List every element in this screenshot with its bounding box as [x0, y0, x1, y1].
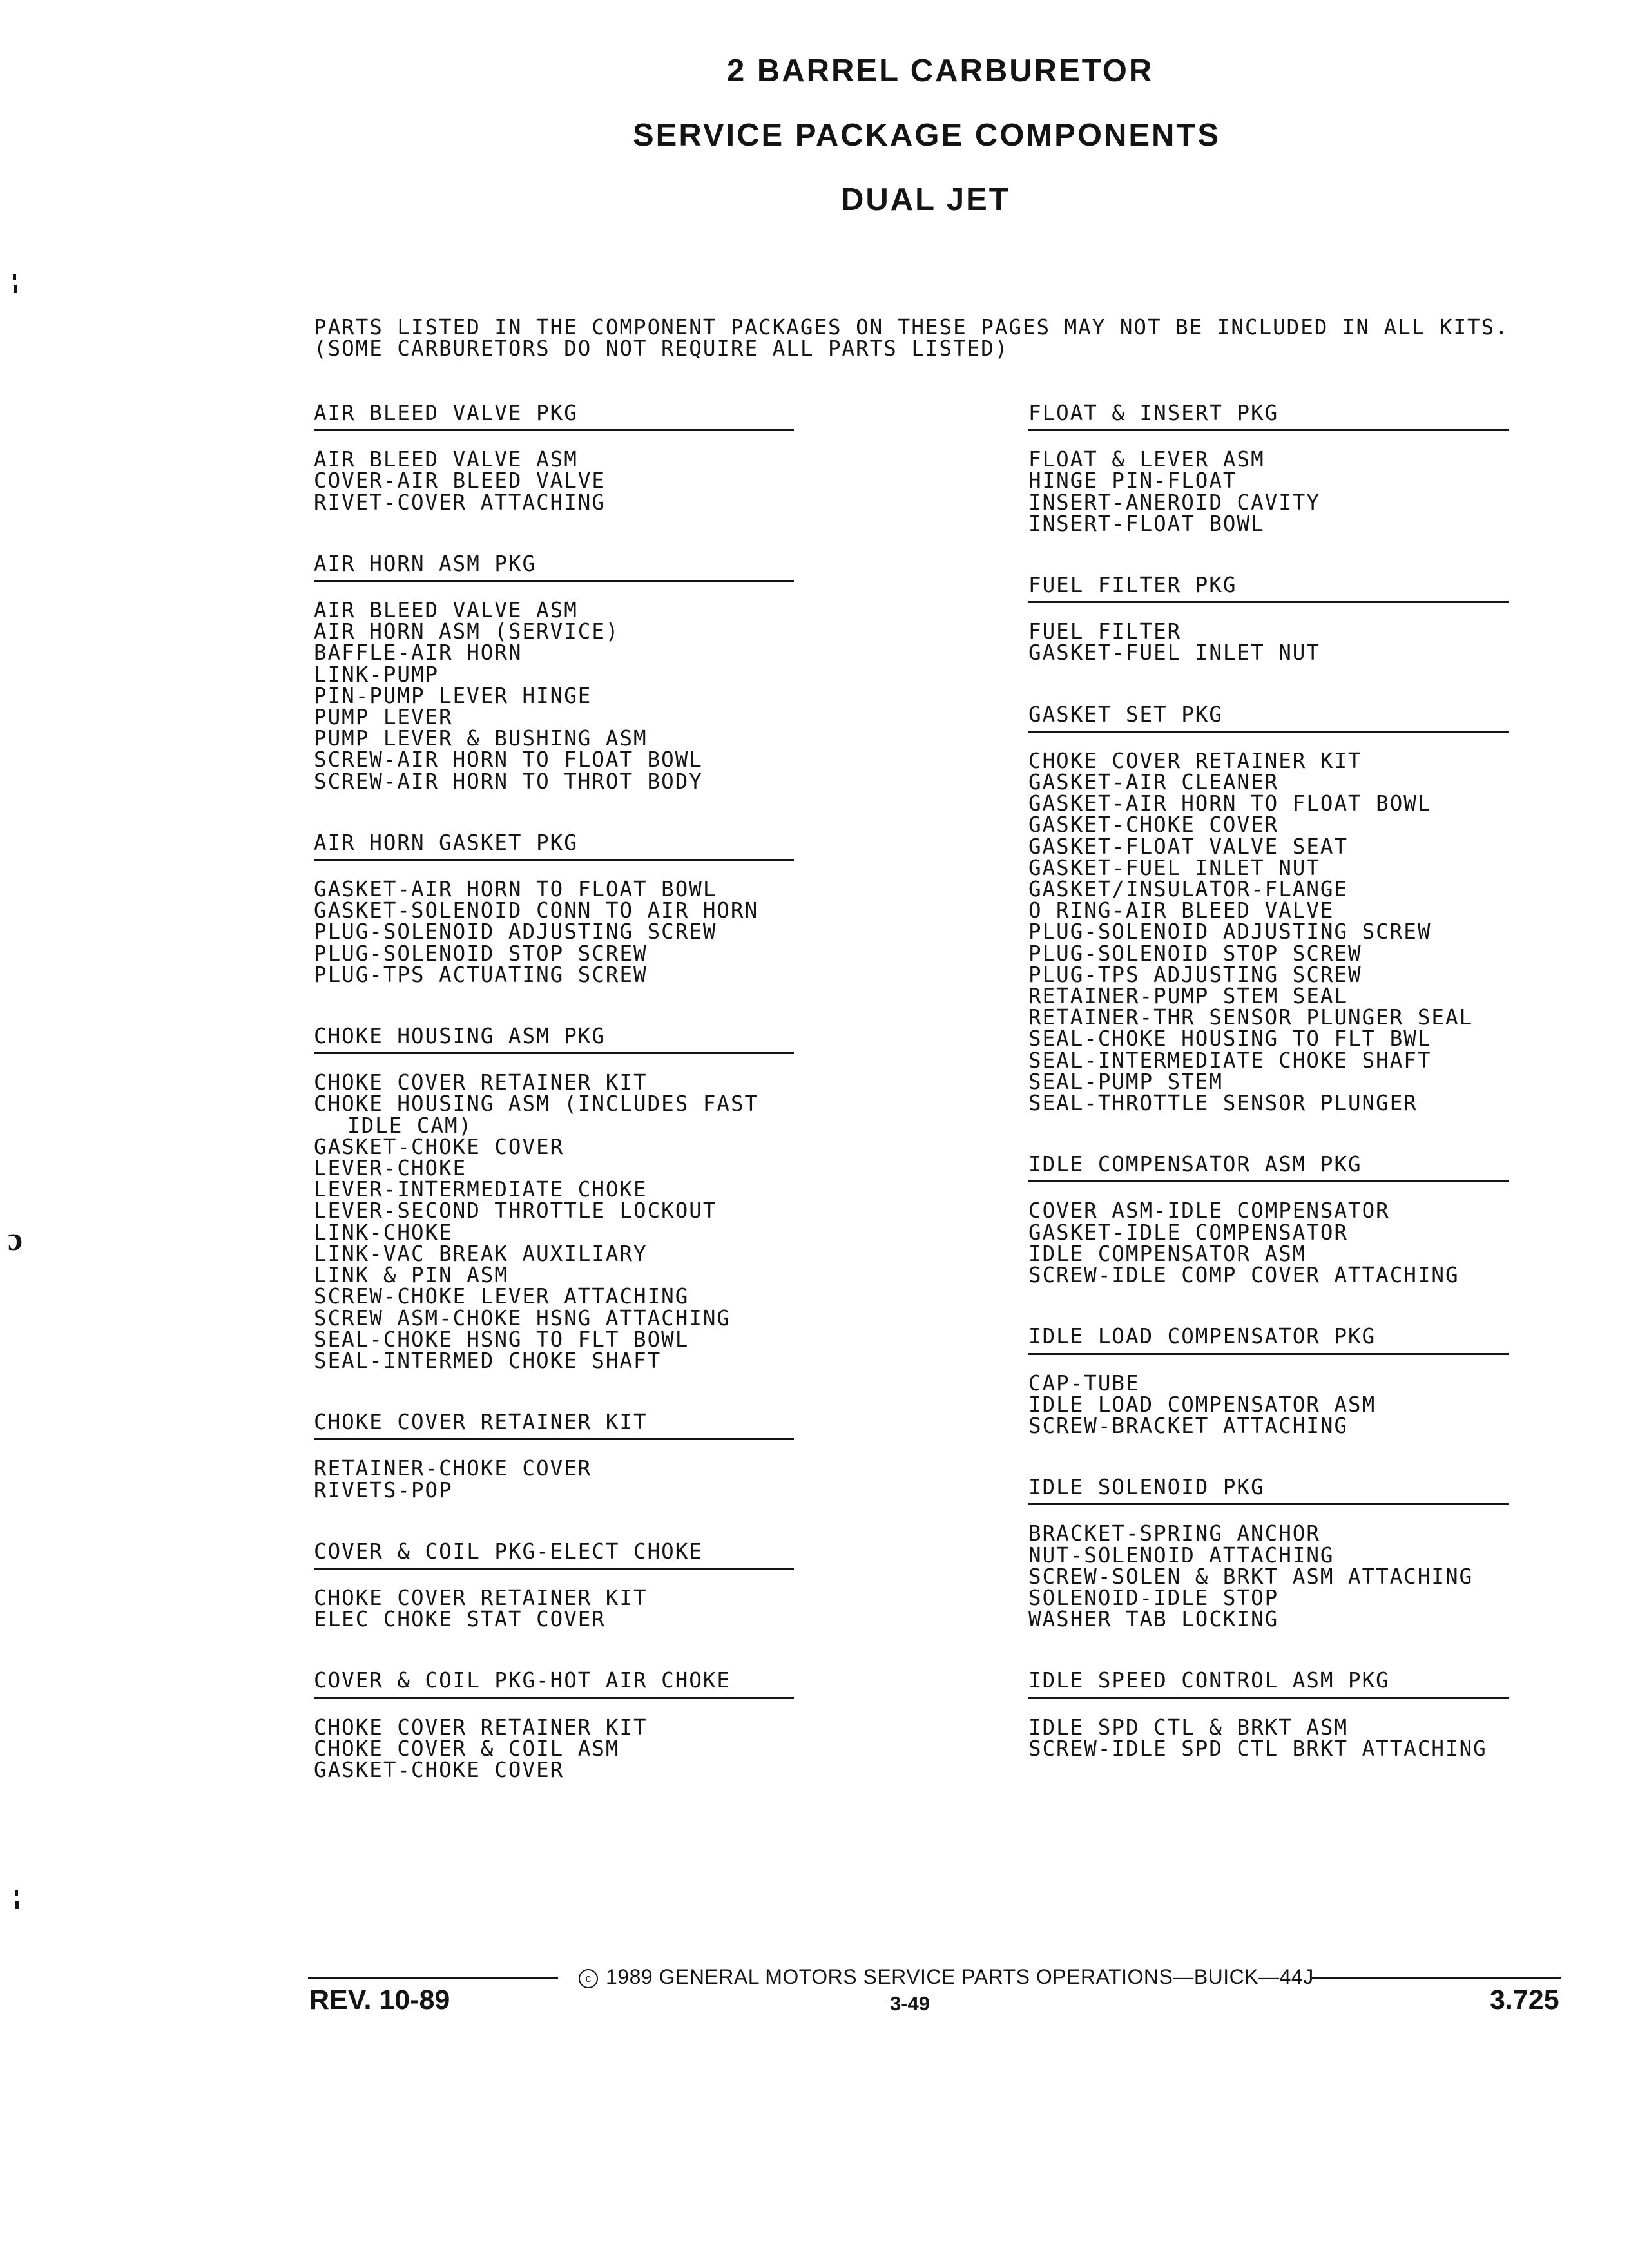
part-item: SEAL-PUMP STEM — [1028, 1069, 1223, 1094]
package-heading: IDLE COMPENSATOR ASM PKG — [1028, 1154, 1509, 1182]
part-item: SCREW-AIR HORN TO FLOAT BOWL — [314, 747, 703, 773]
part-item: SCREW-AIR HORN TO THROT BODY — [314, 769, 703, 794]
part-item: LEVER-SECOND THROTTLE LOCKOUT — [314, 1198, 717, 1224]
part-item: GASKET-IDLE COMPENSATOR — [1028, 1220, 1349, 1245]
part-item: CHOKE COVER RETAINER KIT — [314, 1070, 648, 1095]
part-item: CHOKE COVER RETAINER KIT — [314, 1715, 648, 1740]
part-item: PUMP LEVER — [314, 705, 453, 730]
part-item: INSERT-ANEROID CAVITY — [1028, 490, 1320, 515]
part-item: SEAL-CHOKE HOUSING TO FLT BWL — [1028, 1026, 1432, 1052]
margin-mark — [14, 285, 17, 293]
part-item: LEVER-INTERMEDIATE CHOKE — [314, 1177, 648, 1202]
package-section — [314, 403, 1023, 514]
package-heading: CHOKE COVER RETAINER KIT — [314, 1412, 794, 1440]
package-section — [314, 832, 1023, 986]
part-item: GASKET-FLOAT VALVE SEAT — [1028, 834, 1349, 859]
package-section — [314, 553, 1023, 793]
part-item: FLOAT & LEVER ASM — [1028, 447, 1265, 472]
package-heading: IDLE SOLENOID PKG — [1028, 1477, 1509, 1505]
part-item: HINGE PIN-FLOAT — [1028, 468, 1237, 494]
footer-copyright — [579, 1965, 1314, 1989]
page-subtitle: SERVICE PACKAGE COMPONENTS — [633, 118, 1221, 153]
part-item: RIVET-COVER ATTACHING — [314, 490, 606, 515]
part-item: AIR HORN ASM (SERVICE) — [314, 619, 620, 644]
part-item: ELEC CHOKE STAT COVER — [314, 1607, 606, 1632]
part-item: SCREW ASM-CHOKE HSNG ATTACHING — [314, 1305, 731, 1331]
footer-rule-left — [308, 1977, 558, 1979]
package-heading: AIR HORN ASM PKG — [314, 553, 794, 582]
package-section — [314, 1026, 1023, 1372]
margin-stray-char: ɔ — [8, 1221, 23, 1258]
part-item: SCREW-SOLEN & BRKT ASM ATTACHING — [1028, 1564, 1474, 1589]
part-item: NUT-SOLENOID ATTACHING — [1028, 1542, 1335, 1568]
part-item: IDLE LOAD COMPENSATOR ASM — [1028, 1392, 1376, 1417]
part-item: GASKET-AIR HORN TO FLOAT BOWL — [1028, 791, 1432, 816]
package-heading: FUEL FILTER PKG — [1028, 575, 1509, 603]
part-item: CHOKE COVER RETAINER KIT — [1028, 748, 1362, 773]
part-item: GASKET-SOLENOID CONN TO AIR HORN — [314, 898, 759, 923]
part-item: CAP-TUBE — [1028, 1370, 1140, 1396]
package-heading: IDLE LOAD COMPENSATOR PKG — [1028, 1326, 1509, 1354]
package-heading: AIR HORN GASKET PKG — [314, 832, 794, 861]
section-number: 3.725 — [1490, 1984, 1559, 2015]
part-item: CHOKE HOUSING ASM (INCLUDES FAST — [314, 1091, 759, 1117]
margin-mark — [13, 274, 16, 280]
part-item: SCREW-IDLE COMP COVER ATTACHING — [1028, 1263, 1460, 1288]
package-heading: GASKET SET PKG — [1028, 704, 1509, 733]
part-item: SCREW-BRACKET ATTACHING — [1028, 1413, 1349, 1438]
part-item: SEAL-INTERMEDIATE CHOKE SHAFT — [1028, 1048, 1432, 1073]
part-item: RIVETS-POP — [314, 1477, 453, 1503]
part-item: IDLE CAM) — [347, 1113, 473, 1138]
part-item: BRACKET-SPRING ANCHOR — [1028, 1521, 1320, 1546]
part-item: GASKET-CHOKE COVER — [314, 1134, 564, 1159]
part-item: LINK-VAC BREAK AUXILIARY — [314, 1241, 648, 1266]
package-section — [1028, 1326, 1629, 1437]
part-item: GASKET-AIR CLEANER — [1028, 770, 1279, 795]
package-section — [1028, 1670, 1629, 1760]
part-item: AIR BLEED VALVE ASM — [314, 598, 578, 623]
part-item: RETAINER-CHOKE COVER — [314, 1456, 592, 1481]
part-item: PLUG-SOLENOID ADJUSTING SCREW — [314, 919, 717, 945]
part-item: SCREW-IDLE SPD CTL BRKT ATTACHING — [1028, 1736, 1487, 1761]
part-item: COVER ASM-IDLE COMPENSATOR — [1028, 1198, 1390, 1224]
package-section — [1028, 1477, 1629, 1630]
part-item: SEAL-CHOKE HSNG TO FLT BOWL — [314, 1327, 689, 1352]
part-item: RETAINER-THR SENSOR PLUNGER SEAL — [1028, 1005, 1474, 1030]
part-item: GASKET/INSULATOR-FLANGE — [1028, 877, 1349, 902]
part-item: AIR BLEED VALVE ASM — [314, 447, 578, 472]
part-item: IDLE COMPENSATOR ASM — [1028, 1241, 1307, 1266]
part-item: PLUG-TPS ADJUSTING SCREW — [1028, 962, 1362, 987]
package-heading: IDLE SPEED CONTROL ASM PKG — [1028, 1670, 1509, 1698]
page-title: 2 BARREL CARBURETOR — [727, 53, 1154, 88]
package-section — [1028, 403, 1629, 535]
part-item: BAFFLE-AIR HORN — [314, 640, 523, 666]
part-item: PLUG-SOLENOID ADJUSTING SCREW — [1028, 919, 1432, 945]
part-item: LINK-CHOKE — [314, 1220, 453, 1245]
revision-label: REV. 10-89 — [309, 1984, 450, 2015]
copyright-icon: c — [579, 1969, 598, 1988]
package-section — [314, 1412, 1023, 1501]
part-item: FUEL FILTER — [1028, 619, 1182, 644]
page-number: 3-49 — [890, 1992, 930, 2015]
part-item: SEAL-INTERMED CHOKE SHAFT — [314, 1348, 662, 1373]
part-item: WASHER TAB LOCKING — [1028, 1607, 1279, 1632]
part-item: PIN-PUMP LEVER HINGE — [314, 683, 592, 708]
part-item: GASKET-CHOKE COVER — [1028, 812, 1279, 838]
part-item: INSERT-FLOAT BOWL — [1028, 511, 1265, 536]
part-item: GASKET-FUEL INLET NUT — [1028, 640, 1320, 666]
part-item: RETAINER-PUMP STEM SEAL — [1028, 984, 1349, 1009]
package-heading: COVER & COIL PKG-HOT AIR CHOKE — [314, 1670, 794, 1698]
part-item: COVER-AIR BLEED VALVE — [314, 468, 606, 494]
part-item: IDLE SPD CTL & BRKT ASM — [1028, 1715, 1349, 1740]
right-column — [1028, 403, 1629, 1800]
package-section — [1028, 1154, 1629, 1286]
page-subtitle-variant: DUAL JET — [841, 182, 1010, 217]
package-section — [1028, 575, 1629, 664]
package-heading: CHOKE HOUSING ASM PKG — [314, 1026, 794, 1054]
part-item: LEVER-CHOKE — [314, 1156, 467, 1181]
part-item: CHOKE COVER & COIL ASM — [314, 1736, 620, 1761]
part-item: GASKET-CHOKE COVER — [314, 1757, 564, 1782]
part-item: LINK-PUMP — [314, 662, 439, 687]
part-item: O RING-AIR BLEED VALVE — [1028, 898, 1335, 923]
package-section — [314, 1541, 1023, 1631]
left-column — [314, 403, 1023, 1821]
parts-note: PARTS LISTED IN THE COMPONENT PACKAGES ON THESE PAGES MAY NOT BE INCLUDED IN ALL KITS. (SOME CARBURETORS DO NOT REQUIRE ALL PARTS LISTED) — [314, 315, 1509, 361]
footer-rule-right — [1312, 1977, 1561, 1979]
margin-mark — [15, 1901, 19, 1909]
package-heading: COVER & COIL PKG-ELECT CHOKE — [314, 1541, 794, 1570]
part-item: PUMP LEVER & BUSHING ASM — [314, 726, 648, 751]
part-item: SEAL-THROTTLE SENSOR PLUNGER — [1028, 1091, 1418, 1116]
part-item: CHOKE COVER RETAINER KIT — [314, 1585, 648, 1610]
part-item: GASKET-AIR HORN TO FLOAT BOWL — [314, 877, 717, 902]
package-section — [314, 1670, 1023, 1781]
part-item: PLUG-TPS ACTUATING SCREW — [314, 962, 648, 987]
part-item: SOLENOID-IDLE STOP — [1028, 1585, 1279, 1610]
package-section — [1028, 704, 1629, 1115]
package-heading: FLOAT & INSERT PKG — [1028, 403, 1509, 431]
part-item: LINK & PIN ASM — [314, 1263, 508, 1288]
part-item: SCREW-CHOKE LEVER ATTACHING — [314, 1284, 689, 1309]
part-item: PLUG-SOLENOID STOP SCREW — [314, 941, 648, 966]
part-item: PLUG-SOLENOID STOP SCREW — [1028, 941, 1362, 966]
copyright-text: 1989 GENERAL MOTORS SERVICE PARTS OPERATIONS—BUICK—44J — [606, 1965, 1314, 1988]
part-item: GASKET-FUEL INLET NUT — [1028, 855, 1320, 880]
margin-mark — [15, 1890, 18, 1896]
package-heading: AIR BLEED VALVE PKG — [314, 403, 794, 431]
